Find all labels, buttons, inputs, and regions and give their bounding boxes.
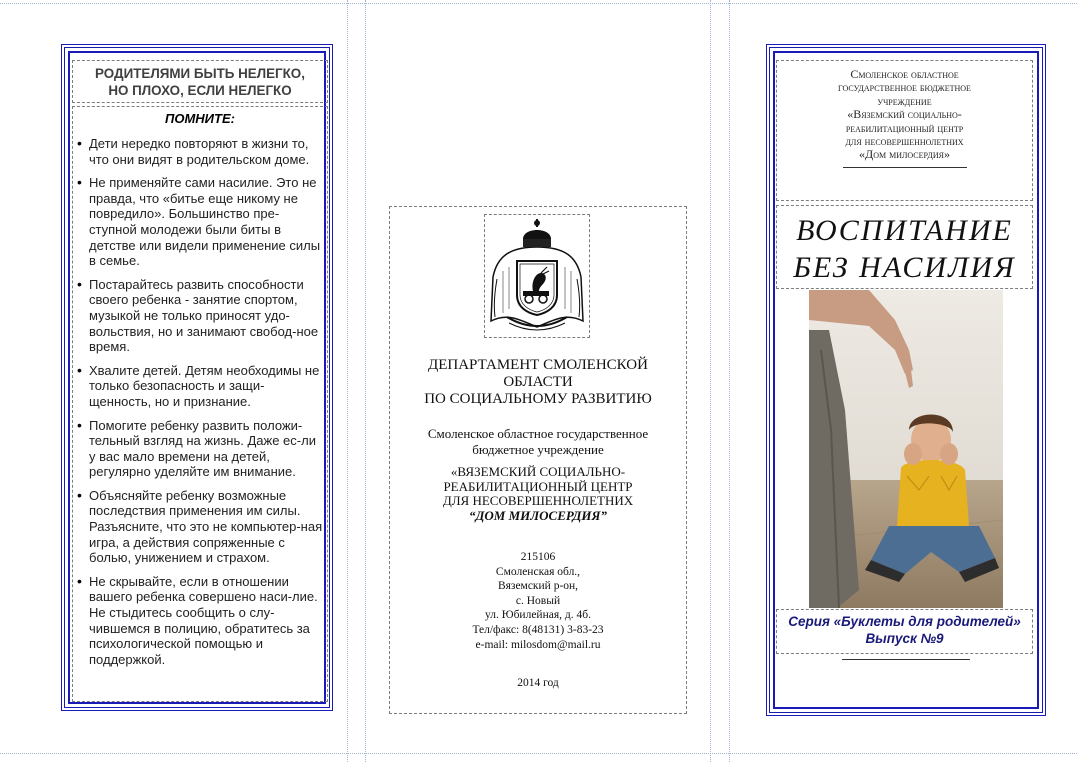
department-name [389, 357, 687, 408]
header-line: Смоленское областное [850, 67, 959, 81]
address-line: с. Новый [515, 594, 561, 607]
header-divider [843, 167, 967, 168]
address-line: Вяземский р-он, [497, 580, 579, 593]
cover-photo [809, 290, 1003, 608]
tip-item: • Объясняйте ребенку возможные последствия применения им силы. Разъясните, что это не компьютер-ная игра, а действия сопряженные с болью, унижением и страхом. [76, 488, 326, 566]
address-line: 215106 [520, 551, 556, 563]
series-line: Выпуск №9 [865, 631, 944, 646]
margin-guide [0, 3, 1077, 4]
left-panel-title [72, 60, 328, 103]
dept-line: ПО СОЦИАЛЬНОМУ РАЗВИТИЮ [424, 391, 652, 407]
fold-guide [347, 0, 348, 762]
smolensk-coat-of-arms-icon [489, 217, 585, 335]
org-name-line: “ДОМ МИЛОСЕРДИЯ” [469, 507, 607, 523]
address-line: Тел/факс: 8(48131) 3-83-23 [472, 623, 604, 636]
address-line: Смоленская обл., [495, 565, 581, 578]
tip-item: • Дети нередко повторяют в жизни то, что они видят в родительском доме. [76, 136, 326, 167]
title-line: ВОСПИТАНИЕ [796, 214, 1013, 247]
org-name-line: РЕАБИЛИТАЦИОННЫЙ ЦЕНТР [443, 478, 633, 494]
header-line: «Дом милосердия» [859, 147, 950, 162]
bottom-divider [842, 659, 970, 660]
series-line: Серия «Буклеты для родителей» [788, 614, 1021, 629]
org-name-line: «ВЯЗЕМСКИЙ СОЦИАЛЬНО- [450, 464, 626, 479]
tip-item: • Хвалите детей. Детям необходимы не только безопасность и защи-щенность, но и признание. [76, 363, 326, 410]
org-type-line: Смоленское областное государственное [427, 426, 649, 441]
address-line: ул. Юбилейная, д. 4б. [485, 609, 591, 622]
dept-line: ОБЛАСТИ [503, 374, 573, 390]
organization-name [389, 465, 687, 523]
header-line: реабилитационный центр [845, 120, 964, 135]
header-line: для несовершеннолетних [845, 134, 964, 149]
institution-header [776, 60, 1033, 201]
remember-heading: ПОМНИТЕ: [165, 111, 235, 126]
fold-guide [729, 0, 730, 762]
coat-of-arms-frame [484, 214, 590, 338]
dept-line: ДЕПАРТАМЕНТ СМОЛЕНСКОЙ [428, 357, 648, 373]
margin-guide [0, 753, 1077, 754]
fold-guide [710, 0, 711, 762]
address-line: e-mail: milosdom@mail.ru [475, 638, 601, 651]
organization-type [389, 426, 687, 458]
publication-year: 2014 год [517, 677, 559, 689]
org-type-line: бюджетное учреждение [472, 442, 604, 457]
tip-item: • Постарайтесь развить способности своего ребенка - занятие спортом, музыкой не только приносят удо-вольствия, но и занимают свобод-ное время. [76, 277, 326, 355]
header-line: учреждение [877, 93, 932, 108]
title-line: НО ПЛОХО, ЕСЛИ НЕЛЕГКО [108, 82, 292, 98]
fold-guide [365, 0, 366, 762]
tips-list [76, 136, 326, 675]
series-info [776, 609, 1033, 654]
tip-item: • Не скрывайте, если в отношении вашего ребенка совершено наси-лие. Не стыдитесь сообщить о слу-чившемся в полицию, обратитесь за психологической помощью и поддержкой. [76, 574, 326, 668]
address-block [389, 550, 687, 652]
brochure-title [776, 205, 1033, 289]
header-line: «Вяземский социально- [847, 107, 962, 122]
child-scolded-photo-icon [809, 290, 1003, 608]
title-line: РОДИТЕЛЯМИ БЫТЬ НЕЛЕГКО, [95, 65, 305, 81]
tip-item: • Помогите ребенку развить положи-тельный взгляд на жизнь. Даже ес-ли у вас мало времени на детей, регулярно уделяйте им внимание. [76, 418, 326, 480]
tip-item: • Не применяйте сами насилие. Это не правда, что «битье еще никому не повредило». Большинство пре-ступной молодежи были биты в детстве или видели применение силы в семье. [76, 175, 326, 269]
org-name-line: ДЛЯ НЕСОВЕРШЕННОЛЕТНИХ [442, 493, 634, 509]
title-line: БЕЗ НАСИЛИЯ [793, 251, 1016, 284]
header-line: государственное бюджетное [838, 80, 971, 95]
